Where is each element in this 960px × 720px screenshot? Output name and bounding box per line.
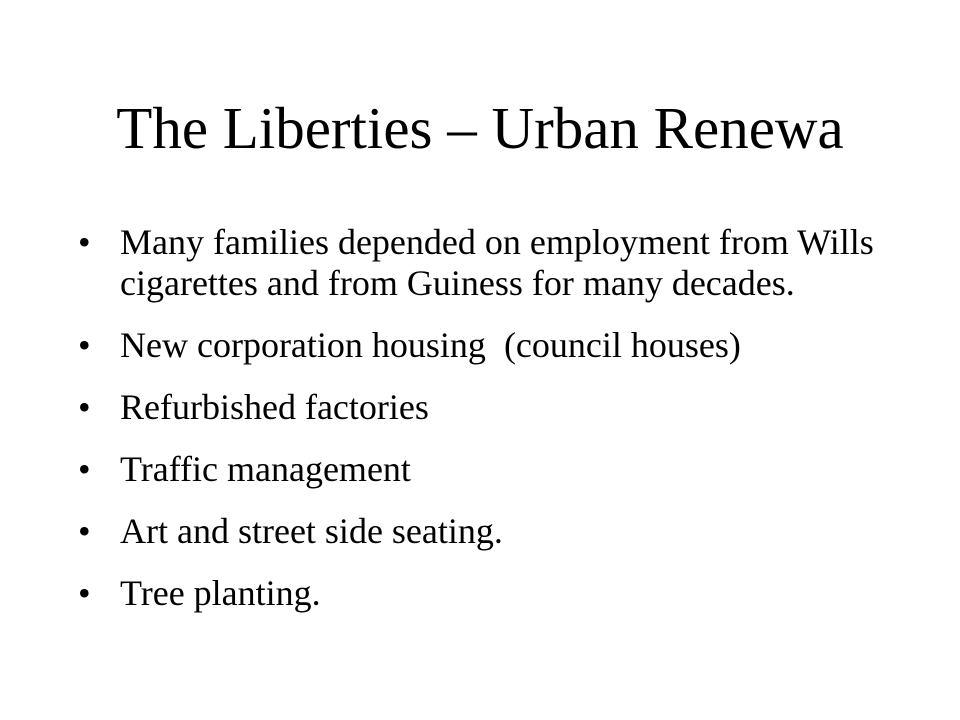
bullet-marker: •	[78, 325, 91, 365]
bullet-item-trees	[78, 573, 878, 614]
bullet-text: Traffic management	[120, 449, 411, 489]
slide-title: The Liberties – Urban Renewa	[116, 95, 844, 161]
bullet-text: New corporation housing	[120, 325, 486, 365]
bullet-list	[78, 222, 878, 635]
bullet-marker: •	[78, 387, 91, 427]
bullet-text: Refurbished factories	[120, 387, 429, 427]
bullet-marker: •	[78, 449, 91, 489]
bullet-text: Many families depended on employment from Wills cigarettes and from Guiness for many decades.	[120, 222, 874, 303]
bullet-text: Art and street side seating.	[120, 511, 503, 551]
bullet-item-traffic	[78, 449, 878, 490]
bullet-item-art-seating	[78, 511, 878, 552]
bullet-marker: •	[78, 511, 91, 551]
bullet-text: Tree planting.	[120, 573, 321, 613]
bullet-item-employment	[78, 222, 878, 304]
bullet-text-wrap	[120, 325, 878, 366]
bullet-parenthetical: (council houses)	[503, 325, 741, 365]
bullet-marker: •	[78, 222, 91, 262]
bullet-marker: •	[78, 573, 91, 613]
bullet-item-factories	[78, 387, 878, 428]
bullet-item-housing	[78, 325, 878, 366]
